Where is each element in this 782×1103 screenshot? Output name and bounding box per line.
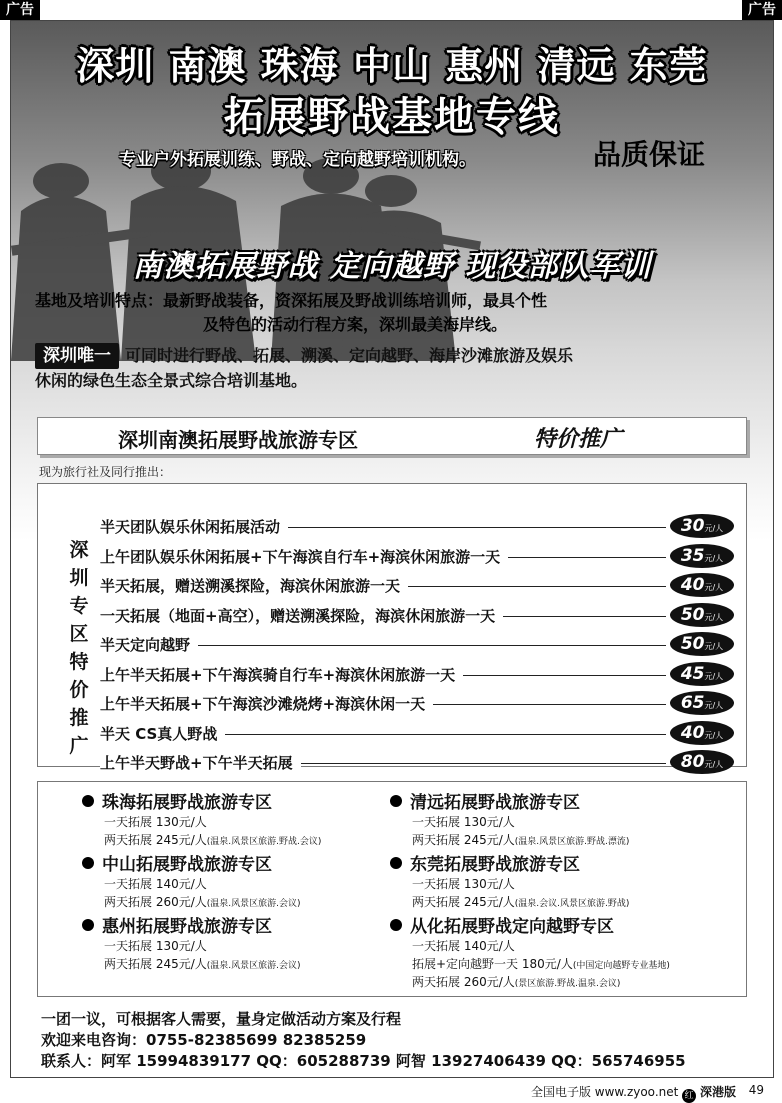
zone-line	[82, 814, 412, 832]
unique-block	[35, 343, 765, 393]
price-item-name: 一天拓展（地面+高空），赠送溯溪探险，海滨休闲旅游一天	[100, 605, 503, 626]
price-tag	[670, 721, 734, 745]
price-tag	[670, 750, 734, 774]
banner-title: 深圳南澳拓展野战旅游专区	[118, 428, 358, 452]
price-tag	[670, 662, 734, 686]
zone-line-text: 两天拓展 260元/人	[412, 975, 515, 989]
zone-2	[390, 792, 720, 850]
zone-line	[82, 938, 412, 956]
zone-title-text: 珠海拓展野战旅游专区	[102, 793, 272, 813]
zone-5	[82, 916, 412, 974]
bullet-icon	[390, 919, 402, 931]
vertical-char: 区	[69, 623, 89, 645]
footer-text	[531, 1083, 736, 1103]
zone-title	[390, 854, 720, 876]
price-value: 50	[680, 604, 705, 625]
unique-line2: 休闲的绿色生态全景式综合培训基地。	[35, 371, 308, 390]
price-value: 50	[680, 634, 705, 654]
price-row	[100, 512, 736, 542]
zone-line-note: (温泉.风景区旅游.野战.会议)	[206, 837, 322, 847]
price-row	[100, 571, 736, 601]
contact-line2: 欢迎来电咨询：0755-82385699 82385259	[41, 1031, 367, 1049]
contact-block	[41, 1009, 771, 1072]
features-line1: 基地及培训特点：最新野战装备，资深拓展及野战训练培训师，最具个性	[35, 291, 548, 310]
zone-1	[82, 792, 412, 850]
zone-title	[390, 792, 720, 814]
price-list	[37, 483, 747, 772]
ad-tag-right: 广告	[742, 0, 782, 20]
price-item-name: 半天拓展，赠送溯溪探险，海滨休闲旅游一天	[100, 575, 408, 596]
price-value: 40	[680, 722, 705, 743]
vertical-char: 价	[69, 679, 89, 701]
vertical-char: 推	[69, 707, 89, 729]
zone-line-note: (中国定向越野专业基地)	[572, 961, 670, 971]
price-item-name: 半天定向越野	[100, 634, 198, 655]
quality-badge: 品质保证	[593, 138, 706, 171]
banner-special: 特价推广	[534, 427, 623, 452]
footer-edition: 深港版	[699, 1085, 736, 1099]
price-row	[100, 689, 736, 719]
price-unit: 元/人	[704, 730, 724, 740]
price-row	[100, 542, 736, 572]
zone-4	[390, 854, 720, 912]
zone-title-text: 中山拓展野战旅游专区	[102, 855, 272, 875]
slogan: 南澳拓展野战 定向越野 现役部队军训	[132, 249, 652, 284]
price-item-name: 上午团队娱乐休闲拓展+下午海滨自行车+海滨休闲旅游一天	[100, 546, 508, 567]
logo-icon: 红	[682, 1089, 696, 1103]
zone-line-text: 拓展+定向越野一天 180元/人	[412, 957, 573, 971]
zone-line-text: 一天拓展 140元/人	[104, 877, 207, 891]
price-unit: 元/人	[704, 612, 724, 622]
agency-note: 现为旅行社及同行推出：	[39, 465, 172, 479]
zone-title	[82, 916, 412, 938]
zone-line	[390, 876, 720, 894]
price-tag	[670, 573, 734, 597]
price-unit: 元/人	[704, 701, 724, 710]
zone-line	[390, 832, 720, 850]
price-item-name: 半天团队娱乐休闲拓展活动	[100, 516, 288, 537]
zone-title	[82, 854, 412, 876]
price-row	[100, 748, 736, 778]
zone-line	[390, 814, 720, 832]
price-row	[100, 630, 736, 660]
unique-badge: 深圳唯一	[35, 343, 119, 369]
bullet-icon	[390, 857, 402, 869]
page-number: 49	[748, 1083, 764, 1097]
zone-title	[82, 792, 412, 814]
zone-line	[82, 894, 412, 912]
price-value: 35	[680, 545, 705, 566]
zone-line-note: (景区旅游.野战.温泉.会议)	[514, 979, 621, 989]
price-row	[100, 601, 736, 631]
zone-title	[390, 916, 720, 938]
features-line2: 及特色的活动行程方案，深圳最美海岸线。	[203, 315, 508, 334]
vertical-label	[68, 536, 90, 760]
zone-line-note: (温泉.风景区旅游.会议)	[206, 899, 301, 909]
price-tag	[670, 603, 734, 627]
zone-line-text: 两天拓展 245元/人	[104, 833, 207, 847]
price-value: 65	[680, 693, 705, 713]
price-value: 30	[680, 516, 705, 536]
price-value: 45	[680, 663, 705, 684]
zone-title-text: 从化拓展野战定向越野专区	[410, 917, 614, 937]
zone-title-text: 清远拓展野战旅游专区	[410, 793, 580, 813]
zone-line-note: (温泉.风景区旅游.野战.漂流)	[514, 837, 630, 847]
price-unit: 元/人	[704, 642, 724, 651]
price-row	[100, 719, 736, 749]
zone-line	[390, 956, 720, 974]
zone-line-text: 一天拓展 130元/人	[104, 815, 207, 829]
unique-line1: 可同时进行野战、拓展、溯溪、定向越野、海岸沙滩旅游及娱乐	[125, 346, 574, 365]
zones-box	[37, 781, 747, 997]
zone-line	[82, 956, 412, 974]
zone-line	[390, 938, 720, 956]
shenzhen-banner	[37, 417, 747, 455]
bullet-icon	[82, 857, 94, 869]
zone-line-text: 一天拓展 140元/人	[412, 939, 515, 953]
header-subtitle: 专业户外拓展训练、野战、定向越野培训机构。	[119, 150, 476, 170]
features	[35, 289, 765, 337]
price-tag	[670, 514, 734, 538]
vertical-char: 专	[69, 595, 89, 617]
bullet-icon	[390, 795, 402, 807]
price-value: 40	[680, 575, 705, 595]
contact-line3: 联系人：阿军 15994839177 QQ：605288739 阿智 13927406439 QQ：565746955	[41, 1052, 686, 1070]
contact-line1: 一团一议，可根据客人需要，量身定做活动方案及行程	[41, 1010, 402, 1028]
ad-tag-left: 广告	[0, 0, 40, 20]
price-item-name: 上午半天拓展+下午海滨骑自行车+海滨休闲旅游一天	[100, 664, 463, 685]
price-item-name: 半天 CS真人野战	[100, 723, 225, 744]
zone-line-text: 一天拓展 130元/人	[412, 877, 515, 891]
header-title: 拓展野战基地专线	[224, 94, 560, 140]
zone-title-text: 惠州拓展野战旅游专区	[102, 917, 272, 937]
vertical-char: 特	[69, 651, 89, 673]
zone-line	[82, 832, 412, 850]
bullet-icon	[82, 919, 94, 931]
price-unit: 元/人	[704, 760, 724, 769]
zone-line	[390, 894, 720, 912]
price-tag	[670, 544, 734, 568]
zone-line-text: 一天拓展 130元/人	[104, 939, 207, 953]
vertical-char: 深	[69, 539, 89, 561]
zone-6	[390, 916, 720, 992]
zone-line	[82, 876, 412, 894]
zone-line-text: 一天拓展 130元/人	[412, 815, 515, 829]
price-item-name: 上午半天拓展+下午海滨沙滩烧烤+海滨休闲一天	[100, 693, 433, 714]
price-unit: 元/人	[704, 583, 724, 592]
zone-line-text: 两天拓展 245元/人	[104, 957, 207, 971]
price-unit: 元/人	[704, 553, 724, 563]
bullet-icon	[82, 795, 94, 807]
zone-line-text: 两天拓展 260元/人	[104, 895, 207, 909]
page-footer	[0, 1080, 782, 1100]
header-cities: 深圳 南澳 珠海 中山 惠州 清远 东莞	[76, 44, 708, 88]
zone-line-note: (温泉.风景区旅游.会议)	[206, 961, 301, 971]
zone-line-note: (温泉.会议.风景区旅游.野战)	[514, 899, 630, 909]
price-value: 80	[680, 752, 705, 772]
price-unit: 元/人	[704, 671, 724, 681]
zone-3	[82, 854, 412, 912]
vertical-char: 圳	[69, 567, 89, 589]
price-unit: 元/人	[704, 524, 724, 533]
price-tag	[670, 632, 734, 656]
poster	[10, 20, 774, 1078]
vertical-char: 广	[69, 735, 89, 757]
zone-line-text: 两天拓展 245元/人	[412, 833, 515, 847]
price-item-name: 上午半天野战+下午半天拓展	[100, 752, 301, 773]
price-tag	[670, 691, 734, 715]
footer-site: 全国电子版 www.zyoo.net	[530, 1085, 679, 1099]
price-row	[100, 660, 736, 690]
zone-title-text: 东莞拓展野战旅游专区	[410, 855, 580, 875]
zone-line-text: 两天拓展 245元/人	[412, 895, 515, 909]
zone-line	[390, 974, 720, 992]
